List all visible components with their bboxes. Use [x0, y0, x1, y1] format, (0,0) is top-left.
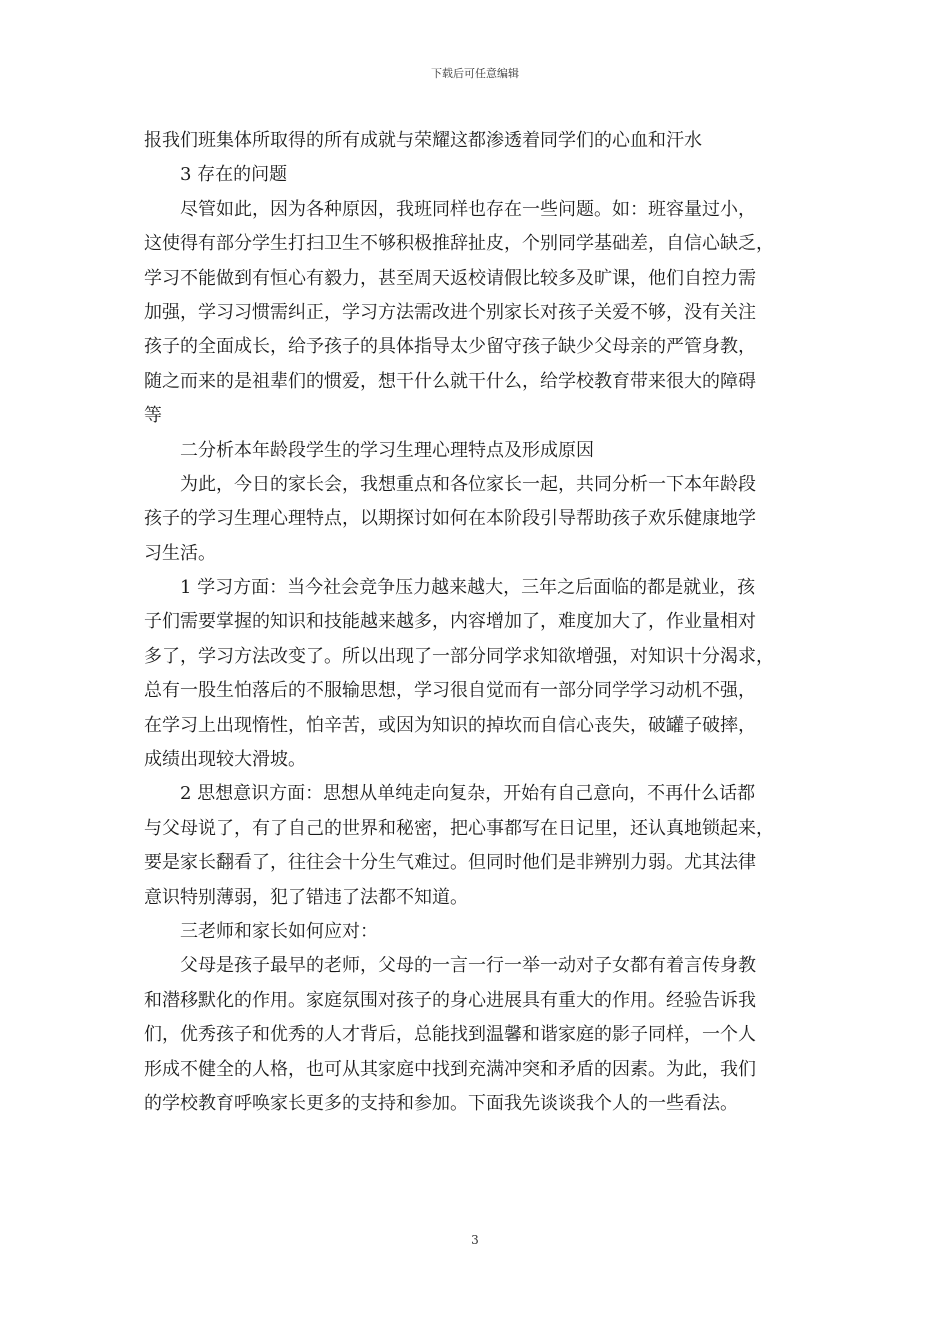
- body-line: 尽管如此，因为各种原因，我班同样也存在一些问题。如：班容量过小，: [180, 198, 756, 220]
- body-line: 1 学习方面：当今社会竞争压力越来越大，三年之后面临的都是就业，孩: [180, 577, 756, 599]
- body-line: 孩子的学习生理心理特点，以期探讨如何在本阶段引导帮助孩子欢乐健康地学: [144, 508, 756, 530]
- body-line: 等: [144, 405, 162, 427]
- body-line: 多了，学习方法改变了。所以出现了一部分同学求知欲增强，对知识十分渴求，: [144, 645, 774, 667]
- section-heading: 三老师和家长如何应对：: [180, 920, 378, 942]
- body-line: 意识特别薄弱，犯了错违了法都不知道。: [144, 886, 468, 908]
- section-heading: 二分析本年龄段学生的学习生理心理特点及形成原因: [180, 439, 594, 461]
- body-line: 孩子的全面成长，给予孩子的具体指导太少留守孩子缺少父母亲的严管身教，: [144, 336, 756, 358]
- body-line: 2 思想意识方面：思想从单纯走向复杂，开始有自己意向，不再什么话都: [180, 783, 756, 805]
- body-line: 形成不健全的人格，也可从其家庭中找到充满冲突和矛盾的因素。为此，我们: [144, 1058, 756, 1080]
- body-line: 随之而来的是祖辈们的惯爱，想干什么就干什么，给学校教育带来很大的障碍: [144, 370, 756, 392]
- document-body: [144, 124, 812, 1121]
- body-line: 加强，学习习惯需纠正，学习方法需改进个别家长对孩子关爱不够，没有关注: [144, 301, 756, 323]
- body-line: 要是家长翻看了，往往会十分生气难过。但同时他们是非辨别力弱。尤其法律: [144, 852, 756, 874]
- body-line: 报我们班集体所取得的所有成就与荣耀这都渗透着同学们的心血和汗水: [144, 130, 702, 151]
- body-line: 这使得有部分学生打扫卫生不够积极推辞扯皮，个别同学基础差，自信心缺乏，: [144, 233, 774, 255]
- body-line: 子们需要掌握的知识和技能越来越多，内容增加了，难度加大了，作业量相对: [144, 611, 756, 633]
- body-line: 成绩出现较大滑坡。: [144, 749, 306, 771]
- body-line: 习生活。: [144, 542, 216, 564]
- body-line: 和潜移默化的作用。家庭氛围对孩子的身心进展具有重大的作用。经验告诉我: [144, 989, 756, 1011]
- body-line: 为此，今日的家长会，我想重点和各位家长一起，共同分析一下本年龄段: [180, 473, 756, 495]
- body-line: 们，优秀孩子和优秀的人才背后，总能找到温馨和谐家庭的影子同样，一个人: [144, 1024, 756, 1046]
- body-line: 父母是孩子最早的老师，父母的一言一行一举一动对子女都有着言传身教: [180, 955, 756, 977]
- section-heading: 3 存在的问题: [180, 164, 288, 186]
- body-line: 学习不能做到有恒心有毅力，甚至周天返校请假比较多及旷课，他们自控力需: [144, 267, 756, 289]
- body-line: 总有一股生怕落后的不服输思想，学习很自觉而有一部分同学学习动机不强，: [144, 680, 756, 702]
- body-line: 的学校教育呼唤家长更多的支持和参加。下面我先谈谈我个人的一些看法。: [144, 1092, 738, 1114]
- body-line: 与父母说了，有了自己的世界和秘密，把心事都写在日记里，还认真地锁起来，: [144, 817, 774, 839]
- page-number: 3: [471, 1233, 479, 1247]
- page-header: 下载后可任意编辑: [431, 67, 519, 80]
- body-line: 在学习上出现惰性，怕辛苦，或因为知识的掉坎而自信心丧失，破罐子破摔，: [144, 714, 756, 736]
